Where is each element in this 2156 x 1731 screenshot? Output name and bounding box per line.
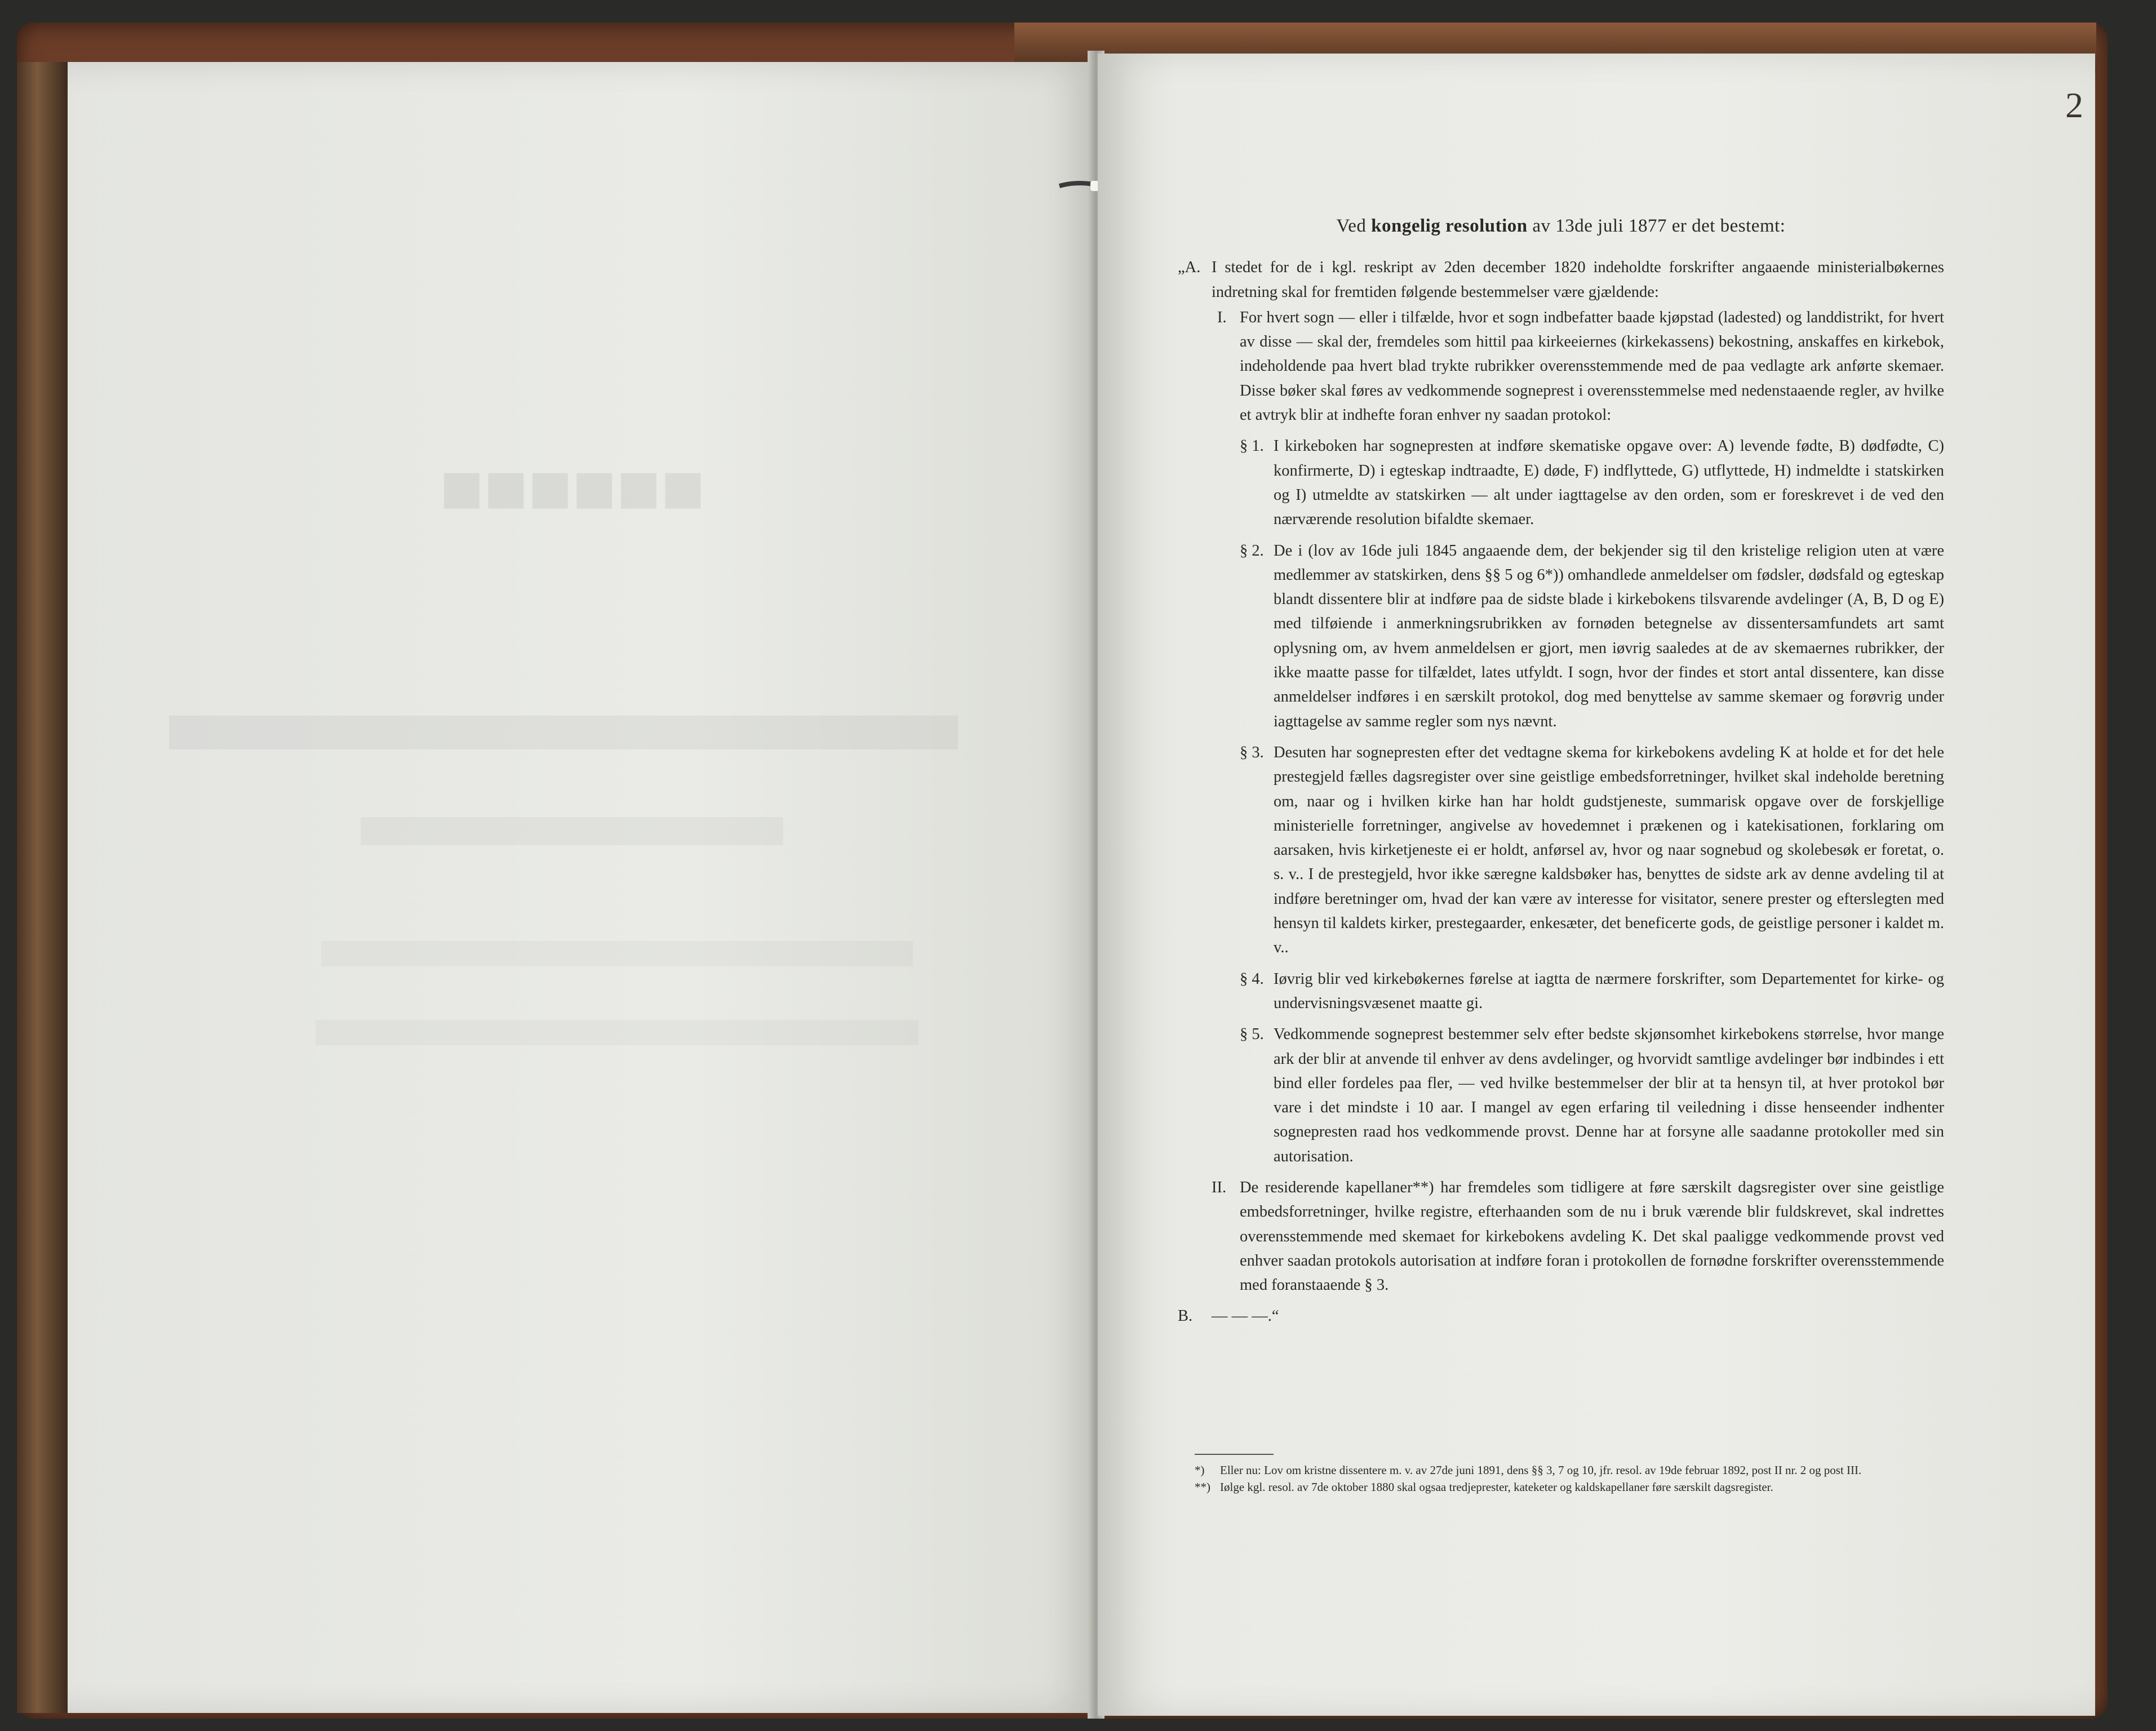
paragraph-3-text: Desuten har sognepresten efter det vedtagne skema for kirkebokens avdeling K at holde et for det hele prestegjeld fælles dagsregister over sine geistlige embedsforretninger, hvilket skal indeholde beretning om, naar og i hvilken kirke han har holdt gudstjeneste, summarisk opgave over de forskjellige ministerielle forretninger, angivelse av hovedemnet i prækenen og i katekisationen, forklaring om aarsaken, hvis kirketjeneste ei er holdt, anførsel av, hvor og naar sognebud og skolebesøk er foretat, o. s. v.. I de prestegjeld, hvor ikke særegne kaldsbøker has, benyttes de sidste ark av denne avdeling til at indføre beretninger om, hvad der kan være av interesse for visitator, senere prester og efterslegten med hensyn til kaldets kirker, prestegaarder, enkesæter, det beneficerte gods, de geistlige personer i kaldet m. v..	[1274, 743, 1944, 957]
paragraph-5	[1240, 1022, 1944, 1169]
show-through-line-2	[361, 817, 783, 845]
paragraph-2-label: § 2.	[1240, 542, 1264, 560]
section-a	[1178, 255, 1944, 304]
section-b-text: — — —.“	[1212, 1307, 1279, 1325]
paragraph-1-label: § 1.	[1240, 437, 1264, 455]
item-ii-text: De residerende kapellaner**) har fremdeles som tidligere at føre særskilt dagsregister over sine geistlige embedsforretninger, hvilke registre, efterhaanden som de nu i bruk værende blir fuldskrevet, skal indrettes overensstemmende med skemaet for kirkebokens avdeling K. Det skal paaligge vedkommende provst ved enhver saadan protokols autorisation at indføre foran i protokollen de fornødne forskrifter overensstemmende med foranstaaende § 3.	[1240, 1178, 1944, 1294]
page-number: 2	[2065, 85, 2083, 125]
item-ii	[1212, 1175, 1944, 1297]
show-through-line-4	[316, 1020, 919, 1045]
section-a-text: I stedet for de i kgl. reskript av 2den december 1820 indeholdte forskrifter angaaende ministerialbøkernes indretning skal for fremtiden følgende bestemmelser være gjældende:	[1212, 259, 1944, 301]
footnotes	[1195, 1454, 1933, 1495]
resolution-text	[1178, 214, 1944, 1329]
footnote-1	[1195, 1462, 1933, 1479]
resolution-heading	[1178, 214, 1944, 238]
left-page	[68, 62, 1096, 1713]
paragraph-1	[1240, 434, 1944, 531]
heading-suffix: av 13de juli 1877 er det bestemt:	[1532, 216, 1786, 236]
footnote-divider	[1195, 1454, 1274, 1455]
paragraph-2	[1240, 539, 1944, 734]
section-b-label: B.	[1178, 1307, 1193, 1325]
footnote-2-mark: **)	[1195, 1480, 1210, 1494]
section-a-label: „A.	[1178, 259, 1201, 277]
heading-bold: kongelig resolution	[1371, 216, 1528, 236]
show-through-title: ■■■■■■	[440, 446, 706, 529]
paragraph-5-label: § 5.	[1240, 1026, 1264, 1044]
footnote-1-text: Eller nu: Lov om kristne dissentere m. v. av 27de juni 1891, dens §§ 3, 7 og 10, jfr. resol. av 19de februar 1892, post II nr. 2 og post III.	[1220, 1463, 1862, 1477]
paragraph-2-text: De i (lov av 16de juli 1845 angaaende dem, der bekjender sig til den kristelige religion uten at være medlemmer av statskirken, dens §§ 5 og 6*)) omhandlede anmeldelser om fødsler, dødsfald og egteskap blandt dissentere blir at indføre paa de sidste blade i kirkebokens tilsvarende avdelinger (A, B, D og E) med tilføiende i anmerkningsrubrikken av fornøden betegnelse av dissentersamfundets art samt oplysning om, av hvem anmeldelsen er gjort, men iøvrig saaledes at de av skemaernes rubrikker, der ikke maatte passe for tilfældet, lates utfyldt. I sogn, hvor der findes et stort antal dissentere, kan disse anmeldelser indføres i en særskilt protokol, dog med benyttelse av samme skemaer og forøvrig under iagttagelse av samme regler som nys nævnt.	[1274, 542, 1944, 730]
paragraph-4	[1240, 967, 1944, 1016]
paragraph-4-label: § 4.	[1240, 970, 1264, 988]
show-through-line-3	[321, 941, 913, 966]
left-cover-edge	[17, 62, 68, 1713]
footnote-1-mark: *)	[1195, 1463, 1205, 1477]
item-i	[1217, 305, 1944, 427]
heading-prefix: Ved	[1336, 216, 1367, 236]
paragraph-3-label: § 3.	[1240, 743, 1264, 761]
paragraph-4-text: Iøvrig blir ved kirkebøkernes førelse at iagtta de nærmere forskrifter, som Departementet for kirke- og undervisningsvæsenet maatte gi.	[1274, 970, 1944, 1012]
paragraph-5-text: Vedkommende sogneprest bestemmer selv efter bedste skjønsomhet kirkebokens størrelse, hvor mange ark der blir at anvende til enhver av dens avdelinger, og hvorvidt samtlige avdelinger bør indbindes i ett bind eller fordeles paa fler, — ved hvilke bestemmelser der blir at ta hensyn til, at hver protokol bør vare i det mindste i 10 aar. I mangel av egen erfaring til veiledning i disse henseender indhenter sognepresten raad hos vedkommende provst. Denne har at forsyne alle saadanne protokoller med sin autorisation.	[1274, 1026, 1944, 1165]
show-through-line-1	[169, 716, 958, 749]
footnote-2-text: Iølge kgl. resol. av 7de oktober 1880 skal ogsaa tredjeprester, kateketer og kaldskapellaner føre særskilt dagsregister.	[1220, 1480, 1773, 1494]
section-b	[1178, 1304, 1944, 1328]
item-i-text: For hvert sogn — eller i tilfælde, hvor et sogn indbefatter baade kjøpstad (ladested) og landdistrikt, for hvert av disse — skal der, fremdeles som hittil paa kirkeeiernes (kirkekassens) bekostning, anskaffes en kirkebok, indeholdende paa hvert blad trykte rubrikker overensstemmende med de paa vedlagte ark anførte skemaer. Disse bøker skal føres av vedkommende sogneprest i overensstemmelse med nedenstaaende regler, av hvilke et avtryk blir at indhefte foran enhver ny saadan protokol:	[1240, 308, 1944, 424]
footnote-2	[1195, 1479, 1933, 1495]
item-ii-label: II.	[1212, 1178, 1227, 1196]
item-i-label: I.	[1217, 308, 1227, 326]
paragraph-1-text: I kirkeboken har sognepresten at indføre skematiske opgave over: A) levende fødte, B) dødfødte, C) konfirmerte, D) i egteskap indtraadte, E) døde, F) indflyttede, G) utflyttede, H) indmeldte i statskirken og I) utmeldte av statskirken — alt under iagttagelse av den orden, som er foreskrevet i de ved den nærværende resolution bifaldte skemaer.	[1274, 437, 1944, 529]
paragraph-3	[1240, 740, 1944, 960]
